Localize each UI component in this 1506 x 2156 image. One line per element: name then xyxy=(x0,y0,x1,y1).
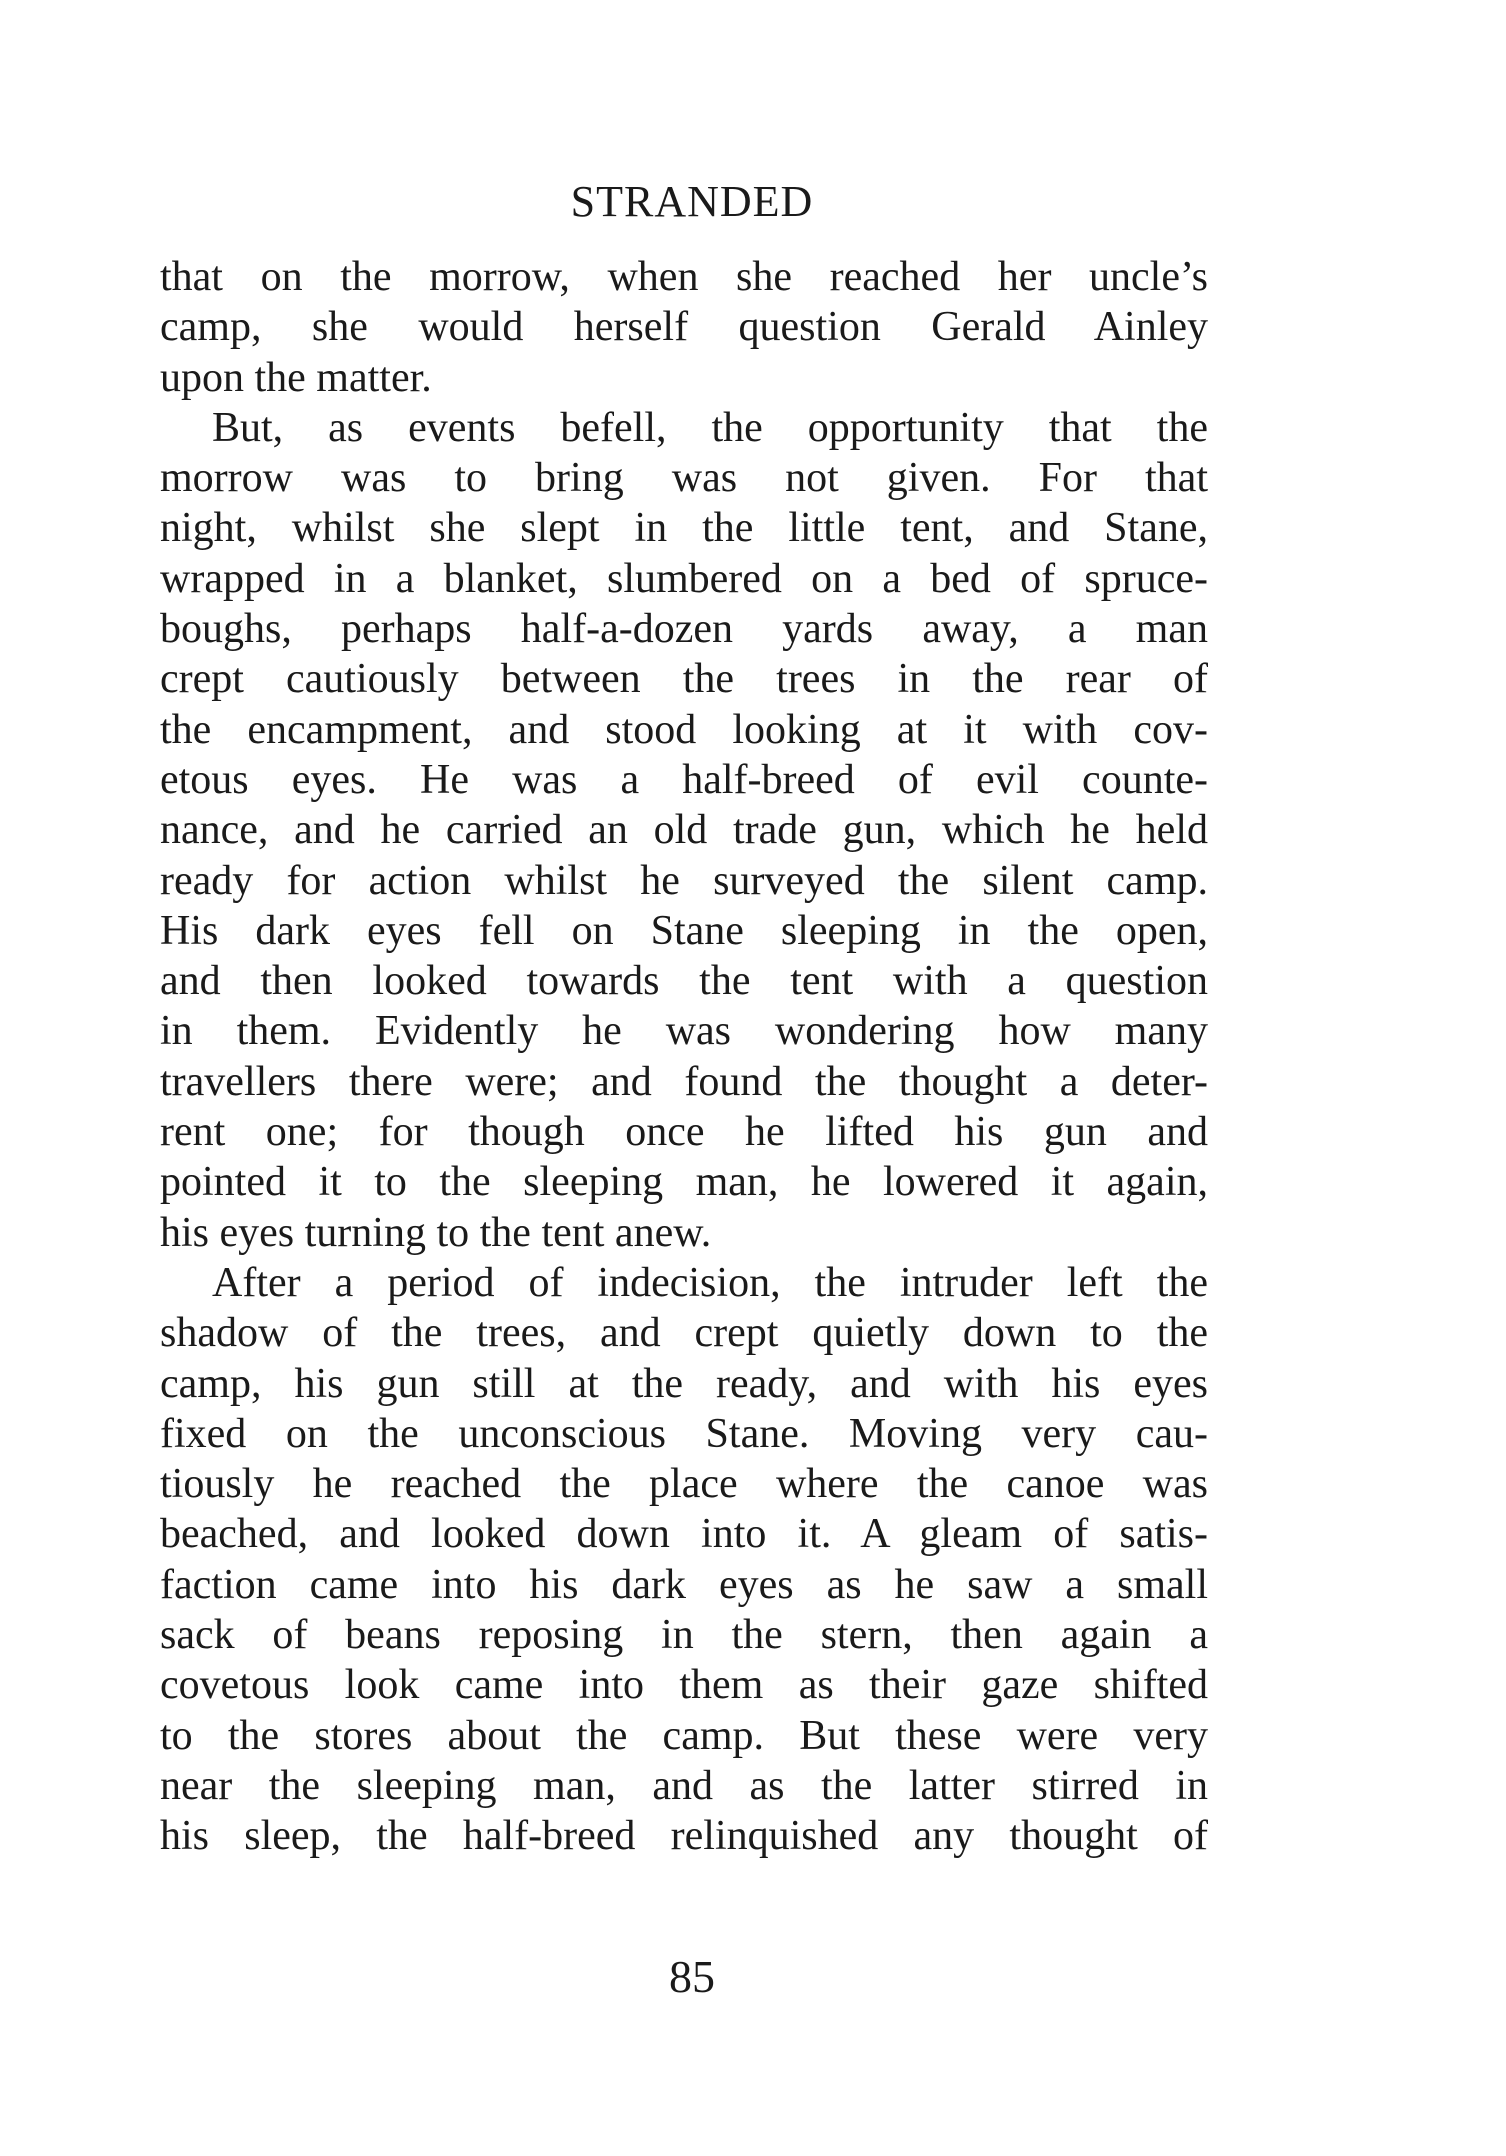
page-number: 85 xyxy=(669,1951,715,2002)
paragraph-2 xyxy=(160,403,1208,1258)
body-text xyxy=(160,252,1208,1862)
running-title: STRANDED xyxy=(570,177,814,226)
text-line: sack of beans reposing in the stern, then again a xyxy=(160,1612,1208,1659)
text-line: But, as events befell, the opportunity that the xyxy=(212,404,1208,451)
text-line: wrapped in a blanket, slumbered on a bed of spruce- xyxy=(160,555,1208,602)
text-line: covetous look came into them as their gaze shifted xyxy=(160,1662,1208,1709)
text-line: to the stores about the camp. But these were very xyxy=(160,1712,1208,1759)
text-line: nance, and he carried an old trade gun, which he held xyxy=(160,807,1208,854)
paragraph-3 xyxy=(160,1258,1208,1862)
text-line: camp, she would herself question Gerald Ainley xyxy=(160,304,1208,351)
text-line: morrow was to bring was not given. For that xyxy=(160,455,1208,502)
text-line: his sleep, the half-breed relinquished any thought of xyxy=(160,1813,1208,1860)
text-line: crept cautiously between the trees in the rear of xyxy=(160,656,1208,703)
text-line: tiously he reached the place where the canoe was xyxy=(160,1461,1208,1508)
text-line: in them. Evidently he was wondering how many xyxy=(160,1008,1208,1055)
text-line: After a period of indecision, the intruder left the xyxy=(212,1259,1208,1306)
text-line: night, whilst she slept in the little tent, and Stane, xyxy=(160,505,1208,552)
text-line: that on the morrow, when she reached her uncle’s xyxy=(160,254,1208,300)
text-line: shadow of the trees, and crept quietly down to the xyxy=(160,1310,1208,1357)
text-line: ready for action whilst he surveyed the silent camp. xyxy=(160,857,1208,904)
text-line: fixed on the unconscious Stane. Moving very cau- xyxy=(160,1410,1208,1457)
paragraph-1 xyxy=(160,252,1208,403)
text-line: etous eyes. He was a half-breed of evil counte- xyxy=(160,756,1208,803)
text-line: pointed it to the sleeping man, he lowered it again, xyxy=(160,1159,1208,1206)
text-line: boughs, perhaps half-a-dozen yards away, a man xyxy=(160,606,1208,653)
text-line: rent one; for though once he lifted his gun and xyxy=(160,1109,1208,1156)
text-line: faction came into his dark eyes as he saw a small xyxy=(160,1561,1208,1608)
text-line: the encampment, and stood looking at it with cov- xyxy=(160,706,1208,753)
text-line: camp, his gun still at the ready, and with his eyes xyxy=(160,1360,1208,1407)
text-line: beached, and looked down into it. A gleam of satis- xyxy=(160,1511,1208,1558)
text-line: his eyes turning to the tent anew. xyxy=(160,1209,712,1256)
text-line: upon the matter. xyxy=(160,354,432,401)
text-line: and then looked towards the tent with a question xyxy=(160,958,1208,1005)
text-line: near the sleeping man, and as the latter stirred in xyxy=(160,1762,1208,1809)
text-line: travellers there were; and found the thought a deter- xyxy=(160,1058,1208,1105)
text-line: His dark eyes fell on Stane sleeping in the open, xyxy=(160,907,1208,954)
